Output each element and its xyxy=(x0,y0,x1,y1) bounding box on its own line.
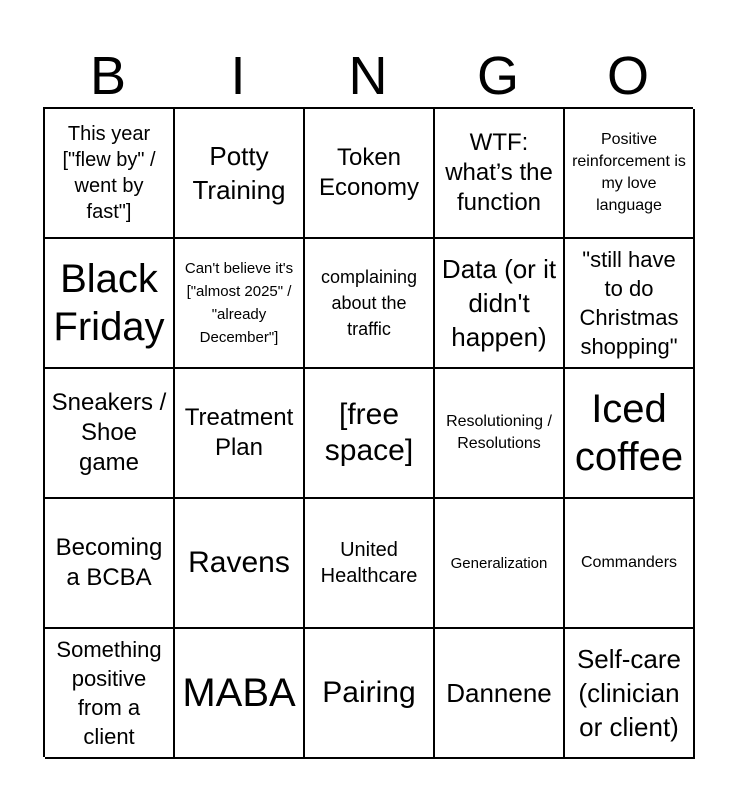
bingo-cell[interactable]: Self-care (clinician or client) xyxy=(565,629,695,759)
bingo-cell[interactable]: Pairing xyxy=(305,629,435,759)
bingo-cell[interactable]: This year ["flew by" / went by fast"] xyxy=(45,109,175,239)
header-letter-o: O xyxy=(606,46,649,106)
bingo-cell[interactable]: Becoming a BCBA xyxy=(45,499,175,629)
bingo-cell[interactable]: Black Friday xyxy=(45,239,175,369)
bingo-cell[interactable]: Treatment Plan xyxy=(175,369,305,499)
bingo-cell[interactable]: WTF: what’s the function xyxy=(435,109,565,239)
bingo-cell[interactable]: Positive reinforcement is my love language xyxy=(565,109,695,239)
bingo-header xyxy=(43,44,693,108)
bingo-cell[interactable]: complaining about the traffic xyxy=(305,239,435,369)
header-letter-n: N xyxy=(348,46,388,106)
bingo-cell[interactable]: Potty Training xyxy=(175,109,305,239)
bingo-cell[interactable]: Dannene xyxy=(435,629,565,759)
bingo-cell[interactable]: Ravens xyxy=(175,499,305,629)
bingo-cell[interactable]: Sneakers / Shoe game xyxy=(45,369,175,499)
bingo-cell[interactable]: Token Economy xyxy=(305,109,435,239)
header-letter-i: I xyxy=(230,46,246,106)
header-letter-g: G xyxy=(476,46,519,106)
bingo-cell[interactable]: Commanders xyxy=(565,499,695,629)
header-letter-b: B xyxy=(89,46,127,106)
free-space-cell[interactable]: [free space] xyxy=(305,369,435,499)
bingo-cell[interactable]: Data (or it didn't happen) xyxy=(435,239,565,369)
bingo-cell[interactable]: Resolutioning / Resolutions xyxy=(435,369,565,499)
bingo-board xyxy=(43,107,693,757)
bingo-cell[interactable]: MABA xyxy=(175,629,305,759)
bingo-cell[interactable]: Something positive from a client xyxy=(45,629,175,759)
bingo-cell[interactable]: Generalization xyxy=(435,499,565,629)
bingo-cell[interactable]: "still have to do Christmas shopping" xyxy=(565,239,695,369)
bingo-cell[interactable]: Can't believe it's ["almost 2025" / "already December"] xyxy=(175,239,305,369)
bingo-cell[interactable]: United Healthcare xyxy=(305,499,435,629)
bingo-cell[interactable]: Iced coffee xyxy=(565,369,695,499)
